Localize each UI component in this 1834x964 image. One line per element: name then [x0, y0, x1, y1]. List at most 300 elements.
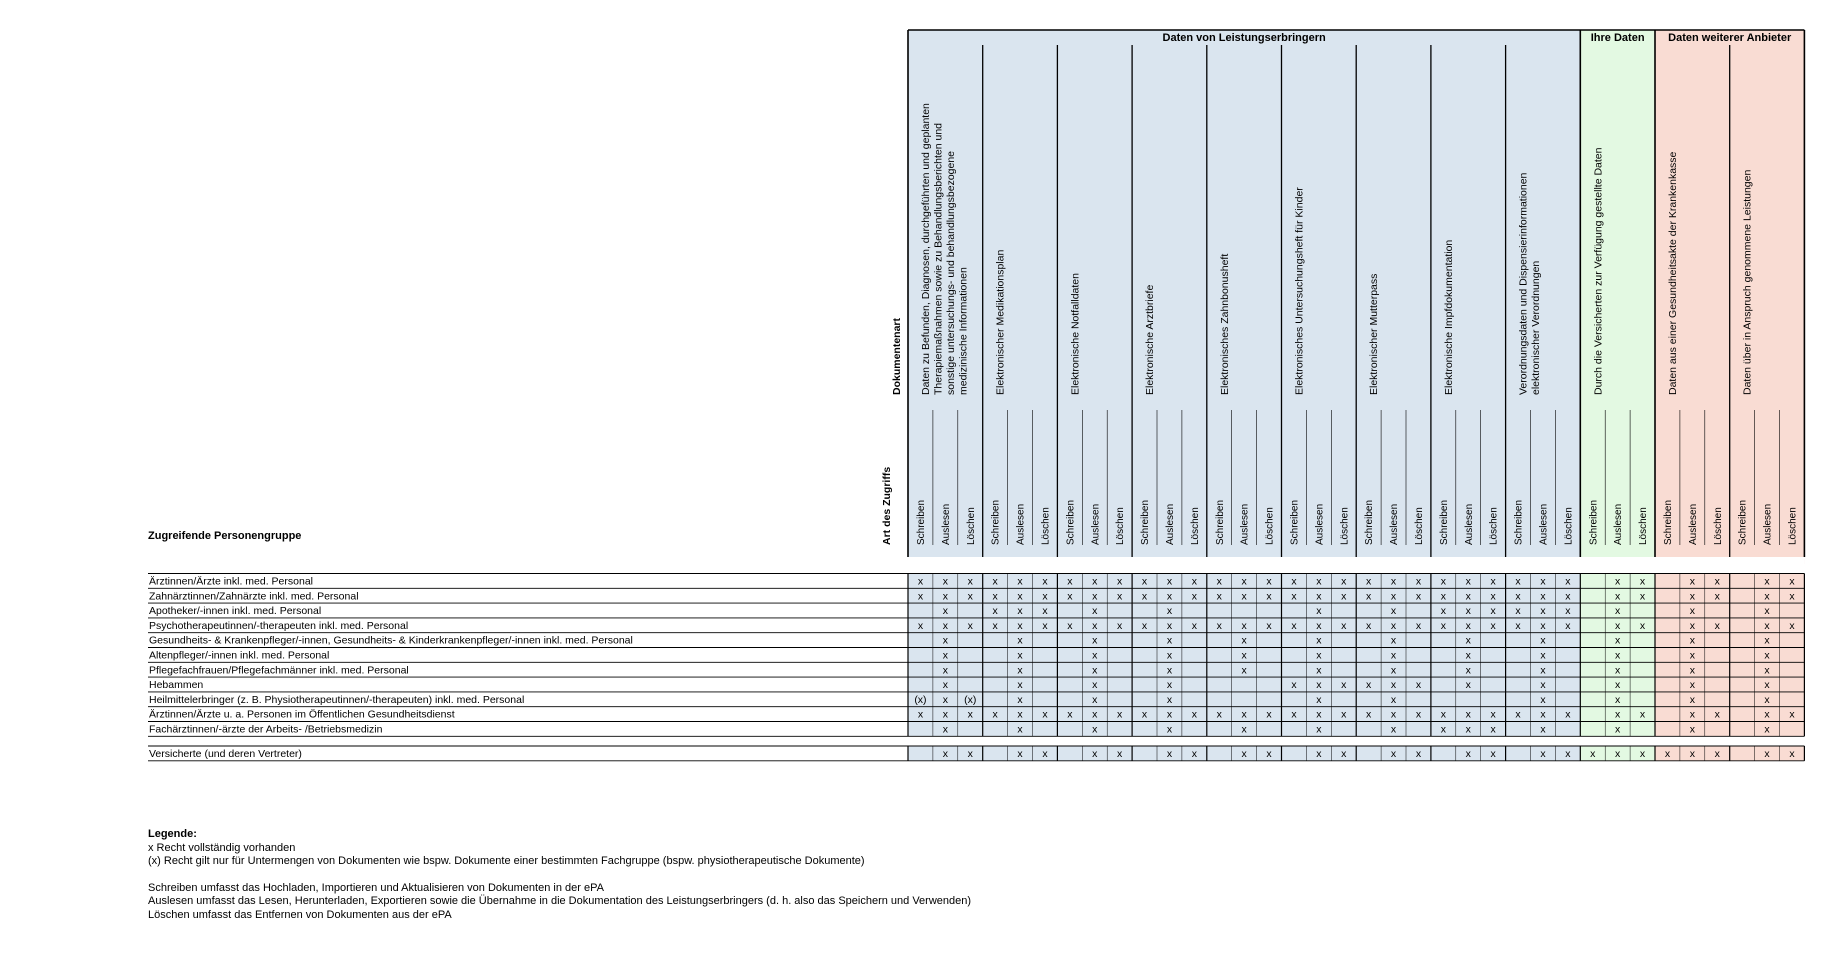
access-mark: x — [1341, 708, 1347, 721]
access-mark: x — [1341, 748, 1347, 760]
access-mark: x — [1465, 590, 1471, 603]
access-type-label: Schreiben — [1588, 499, 1600, 545]
access-mark: x — [1789, 619, 1795, 632]
access-mark: x — [1341, 575, 1347, 588]
access-mark: x — [1266, 748, 1272, 760]
access-mark: x — [1615, 605, 1621, 618]
access-type-label: Schreiben — [1214, 499, 1226, 545]
access-type-label: Löschen — [1040, 507, 1052, 545]
access-mark: x — [1241, 634, 1247, 647]
access-mark: x — [1415, 748, 1422, 760]
band-weitere-anbieter-title: Daten weiterer Anbieter — [1668, 32, 1792, 44]
access-mark: x — [1639, 575, 1646, 588]
access-mark: x — [1440, 708, 1446, 721]
access-mark: x — [967, 590, 973, 603]
access-mark: x — [1490, 619, 1496, 632]
access-mark: x — [1415, 708, 1422, 721]
access-mark: x — [1092, 708, 1098, 721]
access-mark: x — [1117, 619, 1123, 632]
access-mark: x — [1714, 590, 1720, 603]
access-mark: x — [1764, 575, 1770, 588]
access-mark: x — [917, 590, 924, 603]
access-mark: x — [1017, 664, 1023, 677]
access-mark: x — [1415, 575, 1422, 588]
access-mark: x — [942, 679, 948, 692]
access-mark: x — [1316, 605, 1322, 618]
access-mark: x — [1166, 619, 1173, 632]
access-mark: x — [1241, 664, 1247, 677]
access-mark: x — [992, 708, 998, 721]
access-type-label: Auslesen — [1165, 503, 1176, 545]
access-mark: x — [1291, 708, 1297, 721]
access-mark: x — [942, 748, 948, 760]
access-mark: x — [1166, 693, 1173, 706]
access-mark: x — [942, 708, 948, 721]
access-mark: x — [1366, 590, 1372, 603]
access-mark: x — [1689, 748, 1695, 760]
access-mark: x — [1390, 664, 1397, 677]
access-mark: x — [1515, 605, 1521, 618]
access-mark: x — [1615, 649, 1621, 662]
access-type-label: Löschen — [1115, 507, 1127, 545]
access-mark: x — [1440, 590, 1446, 603]
access-mark: x — [1266, 708, 1272, 721]
access-mark: x — [1565, 590, 1571, 603]
access-mark: x — [942, 649, 948, 662]
access-mark: x — [1615, 693, 1621, 706]
access-mark: x — [1042, 748, 1048, 760]
access-mark: x — [1540, 575, 1546, 588]
access-mark: x — [1639, 619, 1646, 632]
access-mark: x — [967, 748, 973, 760]
access-mark: x — [1092, 590, 1098, 603]
access-mark: x — [1017, 590, 1023, 603]
access-mark: x — [1714, 748, 1720, 760]
group-column-heading: Zugreifende Personengruppe — [148, 530, 302, 542]
access-mark: x — [1316, 748, 1322, 760]
access-mark: x — [1689, 590, 1695, 603]
access-mark: x — [1689, 605, 1695, 618]
access-mark: x — [1166, 634, 1173, 647]
access-mark: x — [1615, 575, 1621, 588]
access-mark: x — [1490, 605, 1496, 618]
access-mark: x — [1415, 590, 1422, 603]
access-mark: x — [1191, 575, 1197, 588]
access-mark: x — [1565, 748, 1571, 760]
access-type-heading: Art des Zugriffs — [881, 466, 893, 545]
access-mark: x — [1639, 748, 1646, 760]
access-mark: x — [1241, 708, 1247, 721]
access-mark: x — [1540, 748, 1546, 760]
access-mark: x — [1092, 575, 1098, 588]
access-mark: x — [1764, 748, 1770, 760]
access-mark: x — [1615, 748, 1621, 760]
access-mark: x — [992, 575, 998, 588]
access-mark: x — [1390, 634, 1397, 647]
access-mark: x — [1266, 575, 1272, 588]
access-mark: x — [1341, 590, 1347, 603]
access-mark: x — [1291, 590, 1297, 603]
access-mark: x — [1390, 605, 1397, 618]
access-mark: x — [917, 575, 924, 588]
access-mark: x — [1540, 708, 1546, 721]
access-mark: x — [1067, 575, 1073, 588]
access-type-label: Löschen — [1264, 507, 1276, 545]
access-type-label: Auslesen — [1538, 503, 1550, 545]
access-mark: x — [1017, 575, 1023, 588]
access-mark: x — [1615, 619, 1621, 632]
access-mark: x — [1092, 634, 1098, 647]
access-type-label: Löschen — [1638, 507, 1650, 545]
access-mark: x — [1216, 708, 1222, 721]
access-mark: x — [1191, 748, 1197, 760]
access-mark: x — [1291, 575, 1297, 588]
access-mark: x — [1490, 723, 1496, 736]
access-type-label: Löschen — [1563, 507, 1575, 545]
access-mark: x — [1390, 708, 1397, 721]
legend-line-schreiben: Schreiben umfasst das Hochladen, Importieren und Aktualisieren von Dokumenten in der ePA — [148, 881, 604, 894]
access-mark: x — [1764, 679, 1770, 692]
access-mark: x — [1042, 619, 1048, 632]
access-mark: x — [1465, 605, 1471, 618]
access-mark: x — [1540, 605, 1546, 618]
access-mark: x — [1017, 693, 1023, 706]
access-mark: x — [1689, 575, 1695, 588]
access-mark: x — [1141, 619, 1148, 632]
group-row-label: Ärztinnen/Ärzte inkl. med. Personal — [149, 575, 313, 588]
access-mark: x — [1390, 590, 1397, 603]
access-mark: x — [1266, 590, 1272, 603]
legend-line-full-right: x Recht vollständig vorhanden — [148, 841, 296, 854]
legend-line-partial-right: (x) Recht gilt nur für Untermengen von Dokumenten wie bspw. Dokumente einer bestimmten Fachgruppe (bspw. physiotherapeutische Dokumente) — [148, 855, 865, 867]
access-mark: x — [1117, 590, 1123, 603]
access-mark: x — [1216, 575, 1222, 588]
access-mark: x — [1117, 748, 1123, 760]
access-mark: x — [1017, 679, 1023, 692]
access-mark: x — [1191, 619, 1197, 632]
access-mark: x — [1465, 679, 1471, 692]
access-type-label: Schreiben — [1737, 499, 1749, 545]
access-mark: x — [1590, 748, 1596, 760]
access-mark: x — [1291, 619, 1297, 632]
doc-type-label: Daten aus einer Gesundheitsakte der Krankenkasse — [1667, 151, 1679, 395]
access-mark: x — [917, 708, 924, 721]
access-mark: x — [1166, 664, 1173, 677]
access-mark: x — [1092, 649, 1098, 662]
access-mark: x — [1764, 708, 1770, 721]
access-mark: x — [1515, 590, 1521, 603]
group-row-label: Pflegefachfrauen/Pflegefachmänner inkl. med. Personal — [149, 664, 409, 677]
access-mark: x — [992, 619, 998, 632]
access-mark: x — [1615, 723, 1621, 736]
access-mark: x — [1639, 708, 1646, 721]
access-mark: x — [1042, 605, 1048, 618]
access-mark: x — [942, 693, 948, 706]
access-mark: x — [1565, 605, 1571, 618]
group-row-label: Zahnärztinnen/Zahnärzte inkl. med. Personal — [149, 590, 359, 603]
access-mark: x — [1067, 708, 1073, 721]
doc-type-label: Elektronische Notfalldaten — [1069, 273, 1082, 395]
access-mark: x — [1166, 590, 1173, 603]
access-mark: x — [1415, 679, 1422, 692]
header-gap — [908, 557, 1804, 571]
legend-line-auslesen: Auslesen umfasst das Lesen, Herunterladen, Exportieren sowie die Übernahme in die Dokumentation des Leistungserbringers (d. h. also das Speichern und Verwenden) — [148, 895, 972, 907]
access-mark: x — [1565, 575, 1571, 588]
access-mark: x — [1316, 679, 1322, 692]
doc-type-label: Elektronisches Zahnbonusheft — [1218, 253, 1231, 395]
access-mark: x — [1191, 590, 1197, 603]
access-mark: x — [1565, 619, 1571, 632]
access-mark: x — [1465, 634, 1471, 647]
access-type-label: Schreiben — [990, 499, 1002, 545]
access-mark: x — [1166, 575, 1173, 588]
access-mark: x — [1316, 649, 1322, 662]
insured-row-label: Versicherte (und deren Vertreter) — [149, 748, 302, 760]
access-mark: x — [1390, 649, 1397, 662]
access-mark: x — [1540, 590, 1546, 603]
doc-type-heading: Dokumentenart — [891, 317, 903, 395]
access-mark: x — [1266, 619, 1272, 632]
access-mark: x — [1764, 605, 1770, 618]
access-mark: x — [942, 619, 948, 632]
access-mark: x — [1615, 679, 1621, 692]
access-mark: x — [1166, 605, 1173, 618]
access-type-label: Löschen — [1488, 507, 1500, 545]
legend-spacer — [148, 869, 971, 882]
band-ihre-daten-title: Ihre Daten — [1590, 32, 1645, 44]
access-mark: x — [1341, 619, 1347, 632]
access-mark: x — [1366, 575, 1372, 588]
access-mark: x — [1789, 748, 1795, 760]
access-mark: x — [1166, 708, 1173, 721]
access-mark: x — [1017, 708, 1023, 721]
doc-type-label: Verordnungsdaten und Dispensierinformationenelektronischer Verordnungen — [1517, 172, 1543, 395]
access-mark: x — [1764, 649, 1770, 662]
access-mark: x — [1540, 679, 1546, 692]
access-mark: x — [1141, 575, 1148, 588]
group-row-label: Altenpfleger/-innen inkl. med. Personal — [149, 649, 330, 662]
access-mark: x — [1764, 590, 1770, 603]
access-type-label: Schreiben — [1663, 499, 1674, 545]
access-mark: x — [1390, 748, 1397, 760]
access-mark: x — [1117, 708, 1123, 721]
access-mark: (x) — [964, 693, 977, 706]
doc-type-label: Durch die Versicherten zur Verfügung gestellte Daten — [1592, 147, 1605, 395]
access-mark: x — [1092, 723, 1098, 736]
access-mark: x — [1117, 575, 1123, 588]
access-mark: x — [917, 619, 924, 632]
access-mark: x — [1017, 748, 1023, 760]
access-mark: (x) — [914, 693, 927, 706]
access-type-label: Löschen — [1189, 507, 1201, 545]
access-mark: x — [1017, 634, 1023, 647]
legend-line-loeschen: Löschen umfasst das Entfernen von Dokumenten aus der ePA — [148, 908, 452, 921]
access-type-label: Auslesen — [940, 503, 952, 545]
access-mark: x — [1316, 723, 1322, 736]
access-mark: x — [942, 723, 948, 736]
access-mark: x — [1615, 634, 1621, 647]
access-mark: x — [1092, 693, 1098, 706]
access-mark: x — [1689, 708, 1695, 721]
access-mark: x — [1490, 708, 1496, 721]
access-mark: x — [1017, 619, 1023, 632]
access-type-label: Schreiben — [1513, 499, 1525, 545]
access-mark: x — [1067, 590, 1073, 603]
legend — [148, 828, 971, 922]
access-mark: x — [1316, 590, 1322, 603]
group-row-label: Apotheker/-innen inkl. med. Personal — [149, 605, 322, 618]
access-mark: x — [1515, 708, 1521, 721]
access-mark: x — [1415, 619, 1422, 632]
access-type-label: Auslesen — [1015, 503, 1027, 545]
access-type-label: Schreiben — [1140, 499, 1152, 545]
access-mark: x — [1764, 619, 1770, 632]
band-leistungserbringer-title: Daten von Leistungserbringern — [1162, 32, 1326, 44]
access-mark: x — [1490, 748, 1496, 760]
access-mark: x — [1689, 634, 1695, 647]
access-mark: x — [1141, 590, 1148, 603]
access-mark: x — [1714, 619, 1720, 632]
access-mark: x — [1440, 575, 1446, 588]
access-type-label: Schreiben — [1438, 499, 1450, 545]
access-mark: x — [1166, 748, 1173, 760]
access-type-label: Schreiben — [1364, 499, 1376, 545]
access-mark: x — [1092, 748, 1098, 760]
access-mark: x — [1440, 605, 1446, 618]
doc-type-label: Elektronische Impfdokumentation — [1442, 239, 1455, 395]
access-mark: x — [1440, 619, 1446, 632]
access-mark: x — [1316, 634, 1322, 647]
access-mark: x — [1366, 619, 1372, 632]
access-mark: x — [1465, 649, 1471, 662]
access-mark: x — [1540, 619, 1546, 632]
access-mark: x — [1042, 575, 1048, 588]
access-mark: x — [992, 605, 998, 618]
access-mark: x — [1241, 619, 1247, 632]
access-mark: x — [1689, 679, 1695, 692]
access-mark: x — [992, 590, 998, 603]
access-mark: x — [1540, 693, 1546, 706]
access-mark: x — [1465, 748, 1471, 760]
access-mark: x — [1764, 723, 1770, 736]
access-type-label: Löschen — [1787, 507, 1799, 545]
access-mark: x — [1465, 664, 1471, 677]
access-mark: x — [1689, 619, 1695, 632]
access-mark: x — [1241, 649, 1247, 662]
access-mark: x — [942, 605, 948, 618]
group-row-label: Hebammen — [149, 679, 204, 692]
access-type-label: Löschen — [1712, 507, 1724, 545]
access-mark: x — [1465, 708, 1471, 721]
group-row-label: Fachärztinnen/-ärzte der Arbeits- /Betriebsmedizin — [149, 723, 383, 736]
access-mark: x — [1615, 664, 1621, 677]
access-type-label: Löschen — [1339, 507, 1351, 545]
access-mark: x — [1789, 708, 1795, 721]
access-mark: x — [1515, 619, 1521, 632]
legend-title: Legende: — [148, 828, 197, 840]
access-mark: x — [1042, 708, 1048, 721]
access-type-label: Auslesen — [1762, 503, 1774, 545]
access-mark: x — [1440, 723, 1446, 736]
access-mark: x — [1166, 679, 1173, 692]
access-mark: x — [1017, 649, 1023, 662]
access-mark: x — [1789, 575, 1795, 588]
access-mark: x — [1714, 708, 1720, 721]
access-mark: x — [1540, 664, 1546, 677]
access-mark: x — [1764, 634, 1770, 647]
access-mark: x — [1689, 649, 1695, 662]
access-mark: x — [1241, 590, 1247, 603]
access-mark: x — [1789, 590, 1795, 603]
access-mark: x — [1017, 723, 1023, 736]
access-mark: x — [1166, 723, 1173, 736]
access-mark: x — [1316, 693, 1322, 706]
access-mark: x — [1390, 723, 1397, 736]
access-mark: x — [1390, 619, 1397, 632]
access-mark: x — [1664, 748, 1671, 760]
doc-type-label: Elektronisches Untersuchungsheft für Kinder — [1293, 187, 1306, 395]
access-mark: x — [1540, 723, 1546, 736]
access-mark: x — [1092, 664, 1098, 677]
access-mark: x — [1764, 693, 1770, 706]
access-mark: x — [1067, 619, 1073, 632]
access-mark: x — [1689, 723, 1695, 736]
access-mark: x — [1241, 575, 1247, 588]
access-mark: x — [1565, 708, 1571, 721]
access-type-label: Löschen — [1414, 507, 1425, 545]
access-type-label: Schreiben — [1289, 499, 1301, 545]
access-type-label: Auslesen — [1090, 503, 1102, 545]
access-mark: x — [1191, 708, 1197, 721]
access-type-label: Löschen — [965, 507, 977, 545]
access-mark: x — [1366, 679, 1372, 692]
access-mark: x — [1465, 619, 1471, 632]
access-mark: x — [1316, 708, 1322, 721]
group-row-label: Ärztinnen/Ärzte u. a. Personen im Öffentlichen Gesundheitsdienst — [149, 708, 455, 721]
access-mark: x — [1390, 679, 1397, 692]
doc-type-label: Elektronischer Medikationsplan — [994, 249, 1007, 395]
access-mark: x — [1042, 590, 1048, 603]
doc-type-label: Elektronische Arztbriefe — [1144, 284, 1157, 395]
access-mark: x — [967, 575, 973, 588]
access-mark: x — [1017, 605, 1023, 618]
access-mark: x — [1366, 708, 1372, 721]
access-mark: x — [1141, 708, 1148, 721]
access-mark: x — [1291, 679, 1297, 692]
access-mark: x — [1241, 748, 1247, 760]
access-mark: x — [1390, 575, 1397, 588]
access-mark: x — [942, 634, 948, 647]
access-mark: x — [1490, 575, 1496, 588]
doc-type-label: Elektronischer Mutterpass — [1368, 273, 1381, 395]
access-mark: x — [1764, 664, 1770, 677]
access-mark: x — [1316, 619, 1322, 632]
access-type-label: Schreiben — [1065, 499, 1077, 545]
access-mark: x — [1092, 679, 1098, 692]
band-leistungserbringer-bg — [908, 30, 1580, 564]
access-mark: x — [1490, 590, 1496, 603]
access-type-label: Schreiben — [916, 499, 927, 545]
group-row-label: Heilmittelerbringer (z. B. Physiotherapeutinnen/-therapeuten) inkl. med. Personal — [149, 693, 525, 706]
access-mark: x — [1092, 605, 1098, 618]
access-mark: x — [1465, 723, 1471, 736]
access-mark: x — [967, 619, 973, 632]
access-mark: x — [942, 664, 948, 677]
access-mark: x — [1689, 693, 1695, 706]
access-mark: x — [1615, 708, 1621, 721]
access-mark: x — [1166, 649, 1173, 662]
access-mark: x — [1241, 723, 1247, 736]
